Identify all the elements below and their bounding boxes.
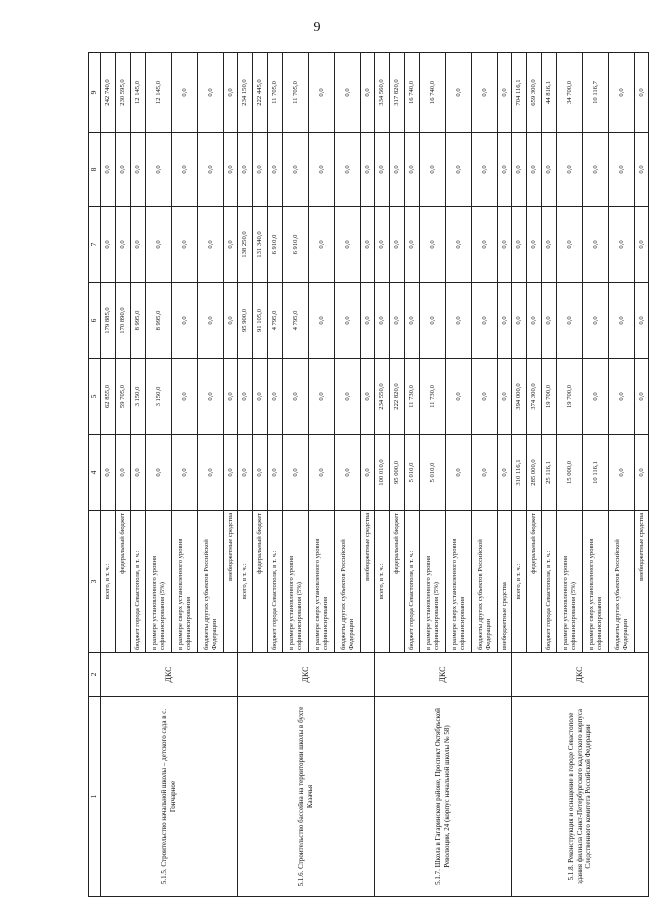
amount-cell: 0,0 [498, 133, 512, 207]
amount-cell: 0,0 [472, 283, 498, 359]
amount-cell: 0,0 [116, 435, 131, 511]
funding-source-label: в размере сверх установленного уровня софинансирования [446, 511, 472, 653]
amount-cell: 0,0 [635, 207, 649, 283]
amount-cell: 0,0 [361, 53, 375, 133]
project-name: 5.1.7. Школа в Гагаринском районе, Проспект Октябрьской Революции, 24 (корпус начальной школы № 58) [375, 697, 512, 897]
amount-cell: 12 145,0 [146, 53, 172, 133]
amount-cell: 0,0 [542, 283, 557, 359]
amount-cell: 12 145,0 [131, 53, 146, 133]
amount-cell: 0,0 [420, 207, 446, 283]
amount-cell: 0,0 [583, 133, 609, 207]
amount-cell: 0,0 [268, 359, 283, 435]
amount-cell: 0,0 [527, 283, 542, 359]
amount-cell: 0,0 [542, 207, 557, 283]
amount-cell: 0,0 [446, 133, 472, 207]
amount-cell: 0,0 [635, 53, 649, 133]
amount-cell: 3 150,0 [131, 359, 146, 435]
amount-cell: 6 910,0 [283, 207, 309, 283]
amount-cell: 95 000,0 [390, 435, 405, 511]
amount-cell: 0,0 [405, 133, 420, 207]
amount-cell: 0,0 [583, 283, 609, 359]
amount-cell: 0,0 [172, 133, 198, 207]
amount-cell: 0,0 [635, 435, 649, 511]
amount-cell: 0,0 [131, 207, 146, 283]
header-col-7: 7 [89, 207, 101, 283]
project-name: 5.1.8. Реконструкция и оснащение в городе Севастополе здания филиала Санкт-Петербургского кадетского корпуса Следственного комитета Российской Федерации [512, 697, 649, 897]
amount-cell: 0,0 [390, 283, 405, 359]
amount-cell: 0,0 [116, 207, 131, 283]
amount-cell: 0,0 [375, 133, 390, 207]
amount-cell: 0,0 [253, 359, 268, 435]
project-executor: ДКС [512, 653, 649, 697]
funding-source-label: бюджет города Севастополя, в т. ч.: [131, 511, 146, 653]
amount-cell: 15 000,0 [557, 435, 583, 511]
amount-cell: 0,0 [635, 283, 649, 359]
amount-cell: 0,0 [498, 359, 512, 435]
amount-cell: 0,0 [472, 53, 498, 133]
amount-cell: 0,0 [335, 359, 361, 435]
funding-source-label: федеральный бюджет [390, 511, 405, 653]
funding-source-label: в размере сверх установленного уровня софинансирования [583, 511, 609, 653]
amount-cell: 0,0 [375, 283, 390, 359]
project-executor: ДКС [238, 653, 375, 697]
amount-cell: 0,0 [609, 207, 635, 283]
amount-cell: 0,0 [172, 359, 198, 435]
amount-cell: 0,0 [198, 435, 224, 511]
amount-cell: 10 116,7 [583, 53, 609, 133]
amount-cell: 0,0 [609, 53, 635, 133]
funding-source-label: бюджеты других субъектов Российской Федерации [472, 511, 498, 653]
amount-cell: 170 890,0 [116, 283, 131, 359]
amount-cell: 5 010,0 [420, 435, 446, 511]
amount-cell: 0,0 [446, 207, 472, 283]
amount-cell: 100 010,0 [375, 435, 390, 511]
amount-cell: 4 795,0 [268, 283, 283, 359]
amount-cell: 0,0 [309, 133, 335, 207]
amount-cell: 0,0 [527, 133, 542, 207]
amount-cell: 0,0 [238, 435, 253, 511]
funding-source-label: внебюджетные средства [498, 511, 512, 653]
amount-cell: 0,0 [224, 53, 238, 133]
amount-cell: 0,0 [253, 435, 268, 511]
amount-cell: 0,0 [224, 359, 238, 435]
amount-cell: 0,0 [542, 133, 557, 207]
funding-source-label: всего, в т. ч.: [238, 511, 253, 653]
amount-cell: 0,0 [557, 133, 583, 207]
amount-cell: 310 116,1 [512, 435, 527, 511]
amount-cell: 62 855,0 [101, 359, 116, 435]
amount-cell: 0,0 [309, 359, 335, 435]
amount-cell: 0,0 [498, 435, 512, 511]
funding-source-label: всего, в т. ч.: [101, 511, 116, 653]
amount-cell: 0,0 [583, 359, 609, 435]
amount-cell: 0,0 [268, 133, 283, 207]
amount-cell: 0,0 [335, 53, 361, 133]
funding-source-label: федеральный бюджет [527, 511, 542, 653]
amount-cell: 0,0 [268, 435, 283, 511]
header-col-3: 3 [89, 511, 101, 653]
amount-cell: 0,0 [172, 283, 198, 359]
amount-cell: 0,0 [224, 283, 238, 359]
amount-cell: 0,0 [101, 435, 116, 511]
funding-source-label: внебюджетные средства [361, 511, 375, 653]
amount-cell: 0,0 [224, 435, 238, 511]
table-row [375, 53, 390, 897]
table-body [101, 53, 649, 897]
header-col-1: 1 [89, 697, 101, 897]
header-col-4: 4 [89, 435, 101, 511]
table-row [101, 53, 116, 897]
amount-cell: 19 700,0 [542, 359, 557, 435]
amount-cell: 0,0 [238, 359, 253, 435]
amount-cell: 0,0 [131, 133, 146, 207]
amount-cell: 0,0 [361, 435, 375, 511]
header-col-2: 2 [89, 653, 101, 697]
amount-cell: 0,0 [224, 207, 238, 283]
amount-cell: 0,0 [172, 435, 198, 511]
amount-cell: 8 995,0 [131, 283, 146, 359]
amount-cell: 0,0 [309, 435, 335, 511]
amount-cell: 0,0 [472, 207, 498, 283]
amount-cell: 0,0 [609, 283, 635, 359]
project-name: 5.1.5. Строительство начальной школы – детского сада в с. Гончарное [101, 697, 238, 897]
amount-cell: 222 445,0 [253, 53, 268, 133]
amount-cell: 0,0 [527, 207, 542, 283]
amount-cell: 0,0 [198, 283, 224, 359]
table-row [238, 53, 253, 897]
amount-cell: 0,0 [238, 133, 253, 207]
amount-cell: 179 885,0 [101, 283, 116, 359]
funding-source-label: в размере сверх установленного уровня софинансирования [172, 511, 198, 653]
funding-source-label: федеральный бюджет [116, 511, 131, 653]
amount-cell: 11 705,0 [268, 53, 283, 133]
funding-source-label: в размере установленного уровня софинансирования (5%) [146, 511, 172, 653]
funding-source-label: бюджеты других субъектов Российской Федерации [335, 511, 361, 653]
financing-table [88, 52, 649, 897]
amount-cell: 0,0 [198, 133, 224, 207]
amount-cell: 11 730,0 [420, 359, 446, 435]
amount-cell: 95 900,0 [238, 283, 253, 359]
amount-cell: 0,0 [420, 133, 446, 207]
amount-cell: 0,0 [146, 435, 172, 511]
amount-cell: 0,0 [635, 133, 649, 207]
funding-source-label: федеральный бюджет [253, 511, 268, 653]
amount-cell: 11 730,0 [405, 359, 420, 435]
amount-cell: 334 560,0 [375, 53, 390, 133]
amount-cell: 230 595,0 [116, 53, 131, 133]
amount-cell: 0,0 [146, 133, 172, 207]
amount-cell: 0,0 [361, 133, 375, 207]
amount-cell: 0,0 [390, 133, 405, 207]
amount-cell: 0,0 [335, 133, 361, 207]
amount-cell: 131 340,0 [253, 207, 268, 283]
header-col-6: 6 [89, 283, 101, 359]
amount-cell: 91 105,0 [253, 283, 268, 359]
amount-cell: 0,0 [309, 283, 335, 359]
amount-cell: 0,0 [446, 283, 472, 359]
amount-cell: 0,0 [361, 283, 375, 359]
amount-cell: 0,0 [172, 207, 198, 283]
amount-cell: 0,0 [361, 359, 375, 435]
header-col-9: 9 [89, 53, 101, 133]
header-col-8: 8 [89, 133, 101, 207]
amount-cell: 0,0 [101, 207, 116, 283]
funding-source-label: бюджеты других субъектов Российской Федерации [609, 511, 635, 653]
funding-source-label: внебюджетные средства [635, 511, 649, 653]
funding-source-label: бюджет города Севастополя, в т. ч.: [268, 511, 283, 653]
amount-cell: 0,0 [116, 133, 131, 207]
amount-cell: 11 705,0 [283, 53, 309, 133]
amount-cell: 16 740,0 [405, 53, 420, 133]
amount-cell: 19 700,0 [557, 359, 583, 435]
amount-cell: 0,0 [253, 133, 268, 207]
rotated-table-wrapper [88, 53, 645, 897]
funding-source-label: в размере установленного уровня софинансирования (5%) [420, 511, 446, 653]
funding-source-label: бюджет города Севастополя, в т. ч.: [405, 511, 420, 653]
amount-cell: 0,0 [198, 207, 224, 283]
amount-cell: 704 116,1 [512, 53, 527, 133]
amount-cell: 285 000,0 [527, 435, 542, 511]
amount-cell: 0,0 [472, 133, 498, 207]
amount-cell: 0,0 [446, 435, 472, 511]
amount-cell: 0,0 [101, 133, 116, 207]
amount-cell: 0,0 [557, 207, 583, 283]
amount-cell: 0,0 [512, 207, 527, 283]
amount-cell: 0,0 [498, 283, 512, 359]
amount-cell: 0,0 [609, 435, 635, 511]
amount-cell: 0,0 [472, 359, 498, 435]
amount-cell: 0,0 [335, 283, 361, 359]
amount-cell: 0,0 [283, 435, 309, 511]
amount-cell: 0,0 [146, 207, 172, 283]
amount-cell: 374 300,0 [527, 359, 542, 435]
amount-cell: 0,0 [335, 207, 361, 283]
amount-cell: 317 820,0 [390, 53, 405, 133]
amount-cell: 0,0 [283, 133, 309, 207]
funding-source-label: в размере установленного уровня софинансирования (5%) [557, 511, 583, 653]
amount-cell: 0,0 [283, 359, 309, 435]
amount-cell: 0,0 [498, 207, 512, 283]
page-number: 9 [313, 20, 321, 35]
funding-source-label: бюджеты других субъектов Российской Федерации [198, 511, 224, 653]
project-executor: ДКС [375, 653, 512, 697]
amount-cell: 44 816,1 [542, 53, 557, 133]
amount-cell: 0,0 [557, 283, 583, 359]
amount-cell: 242 740,0 [101, 53, 116, 133]
amount-cell: 25 116,1 [542, 435, 557, 511]
header-col-5: 5 [89, 359, 101, 435]
amount-cell: 0,0 [420, 283, 446, 359]
amount-cell: 3 150,0 [146, 359, 172, 435]
amount-cell: 0,0 [172, 53, 198, 133]
amount-cell: 138 250,0 [238, 207, 253, 283]
amount-cell: 0,0 [498, 53, 512, 133]
amount-cell: 34 700,0 [557, 53, 583, 133]
amount-cell: 0,0 [309, 53, 335, 133]
amount-cell: 0,0 [635, 359, 649, 435]
amount-cell: 59 705,0 [116, 359, 131, 435]
amount-cell: 0,0 [390, 207, 405, 283]
project-executor: ДКС [101, 653, 238, 697]
amount-cell: 394 000,0 [512, 359, 527, 435]
amount-cell: 0,0 [198, 53, 224, 133]
amount-cell: 0,0 [446, 53, 472, 133]
amount-cell: 659 300,0 [527, 53, 542, 133]
amount-cell: 8 995,0 [146, 283, 172, 359]
amount-cell: 0,0 [472, 435, 498, 511]
amount-cell: 0,0 [609, 133, 635, 207]
funding-source-label: всего, в т. ч.: [375, 511, 390, 653]
header-row [89, 53, 101, 897]
table-row [512, 53, 527, 897]
funding-source-label: внебюджетные средства [224, 511, 238, 653]
amount-cell: 0,0 [309, 207, 335, 283]
amount-cell: 0,0 [375, 207, 390, 283]
amount-cell: 0,0 [405, 207, 420, 283]
amount-cell: 0,0 [405, 283, 420, 359]
funding-source-label: бюджет города Севастополя, в т. ч.: [542, 511, 557, 653]
amount-cell: 6 910,0 [268, 207, 283, 283]
amount-cell: 16 740,0 [420, 53, 446, 133]
amount-cell: 0,0 [361, 207, 375, 283]
amount-cell: 234 150,0 [238, 53, 253, 133]
amount-cell: 0,0 [224, 133, 238, 207]
amount-cell: 0,0 [446, 359, 472, 435]
amount-cell: 4 795,0 [283, 283, 309, 359]
amount-cell: 0,0 [512, 133, 527, 207]
amount-cell: 234 550,0 [375, 359, 390, 435]
amount-cell: 5 010,0 [405, 435, 420, 511]
amount-cell: 0,0 [609, 359, 635, 435]
funding-source-label: всего, в т. ч.: [512, 511, 527, 653]
project-name: 5.1.6. Строительство бассейна на территории школы в бухте Казачья [238, 697, 375, 897]
amount-cell: 0,0 [512, 283, 527, 359]
amount-cell: 0,0 [335, 435, 361, 511]
amount-cell: 0,0 [198, 359, 224, 435]
amount-cell: 222 820,0 [390, 359, 405, 435]
amount-cell: 10 116,1 [583, 435, 609, 511]
funding-source-label: в размере установленного уровня софинансирования (5%) [283, 511, 309, 653]
amount-cell: 0,0 [131, 435, 146, 511]
amount-cell: 0,0 [583, 207, 609, 283]
funding-source-label: в размере сверх установленного уровня софинансирования [309, 511, 335, 653]
